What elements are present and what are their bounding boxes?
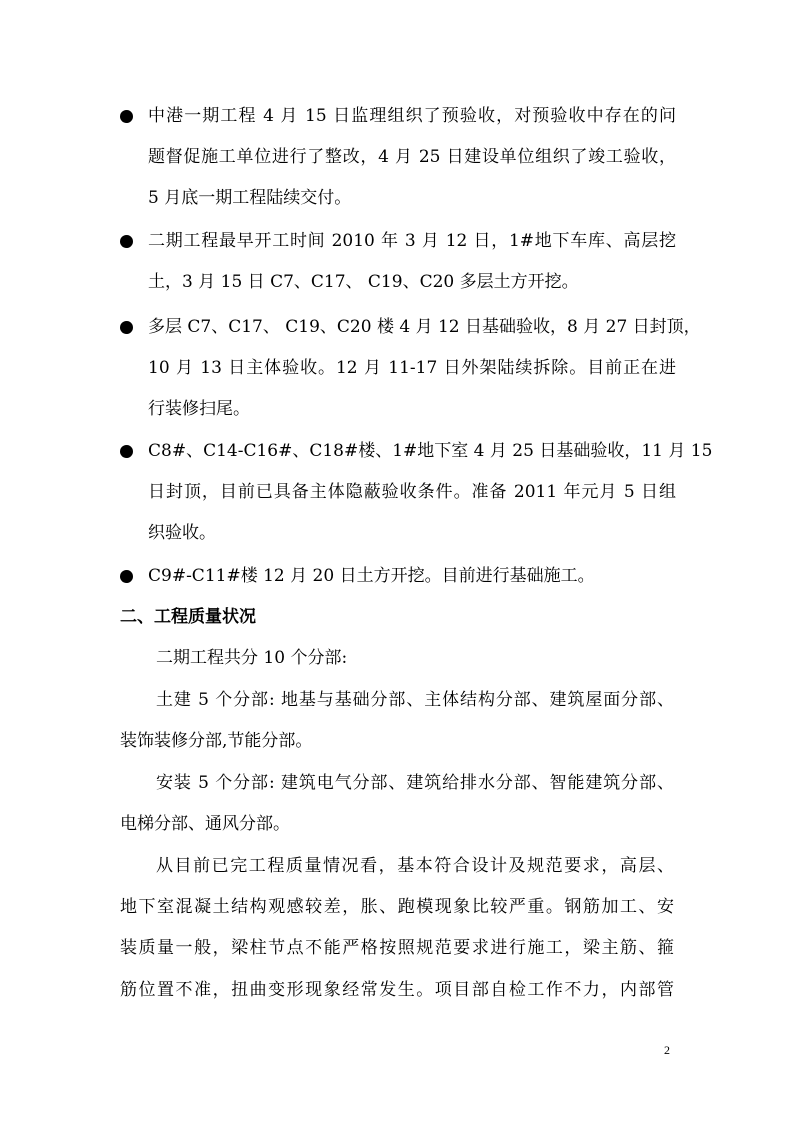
bullet-line: 中港一期工程 4 月 15 日监理组织了预验收，对预验收中存在的问 xyxy=(148,106,676,126)
bullet-line: 行装修扫尾。 xyxy=(148,399,250,419)
bullet-line: 多层 C7、C17、 C19、C20 楼 4 月 12 日基础验收，8 月 27 日封顶， xyxy=(148,317,701,337)
bullet-line: 二期工程最早开工时间 2010 年 3 月 12 日，1#地下车库、高层挖 xyxy=(148,231,676,251)
bullet-dot-icon xyxy=(120,110,133,123)
bullet-dot-icon xyxy=(120,445,133,458)
paragraph-line: 土建 5 个分部: 地基与基础分部、主体结构分部、建筑屋面分部、 xyxy=(156,690,674,710)
paragraph-line: 安装 5 个分部: 建筑电气分部、建筑给排水分部、智能建筑分部、 xyxy=(156,773,674,793)
bullet-line: 5 月底一期工程陆续交付。 xyxy=(148,188,352,208)
bullet-dot-icon xyxy=(120,570,133,583)
paragraph-line: 地下室混凝土结构观感较差，胀、跑模现象比较严重。钢筋加工、安 xyxy=(120,897,674,917)
bullet-line: 题督促施工单位进行了整改，4 月 25 日建设单位组织了竣工验收， xyxy=(148,147,676,167)
bullet-item xyxy=(120,227,680,297)
section-heading: 二、工程质量状况 xyxy=(120,607,256,627)
bullet-dot-icon xyxy=(120,321,133,334)
bullet-line: 10 月 13 日主体验收。12 月 11-17 日外架陆续拆除。目前正在进 xyxy=(148,358,676,378)
bullet-line: 日封顶，目前已具备主体隐蔽验收条件。准备 2011 年元月 5 日组 xyxy=(148,482,676,502)
paragraph-line: 装质量一般，梁柱节点不能严格按照规范要求进行施工，梁主筋、箍 xyxy=(120,938,674,958)
paragraph-line: 装饰装修分部,节能分部。 xyxy=(120,731,313,751)
page-number: 2 xyxy=(664,1043,670,1057)
bullet-line: 土，3 月 15 日 C7、C17、 C19、C20 多层土方开挖。 xyxy=(148,272,579,292)
paragraph-line: 筋位置不准，扭曲变形现象经常发生。项目部自检工作不力，内部管 xyxy=(120,980,674,1000)
bullet-item xyxy=(120,562,680,592)
bullet-item xyxy=(120,437,713,547)
bullet-line: C8#、C14-C16#、C18#楼、1#地下室 4 月 25 日基础验收，11 月 15 xyxy=(148,441,713,461)
bullet-item xyxy=(120,102,680,208)
paragraph-line: 从目前已完工程质量情况看，基本符合设计及规范要求，高层、 xyxy=(156,856,674,876)
bullet-line: C9#-C11#楼 12 月 20 日土方开挖。目前进行基础施工。 xyxy=(148,566,595,586)
bullet-item xyxy=(120,313,701,423)
bullet-dot-icon xyxy=(120,235,133,248)
bullet-line: 织验收。 xyxy=(148,523,216,543)
paragraph-line: 二期工程共分 10 个分部: xyxy=(156,648,348,668)
paragraph-line: 电梯分部、通风分部。 xyxy=(120,814,290,834)
